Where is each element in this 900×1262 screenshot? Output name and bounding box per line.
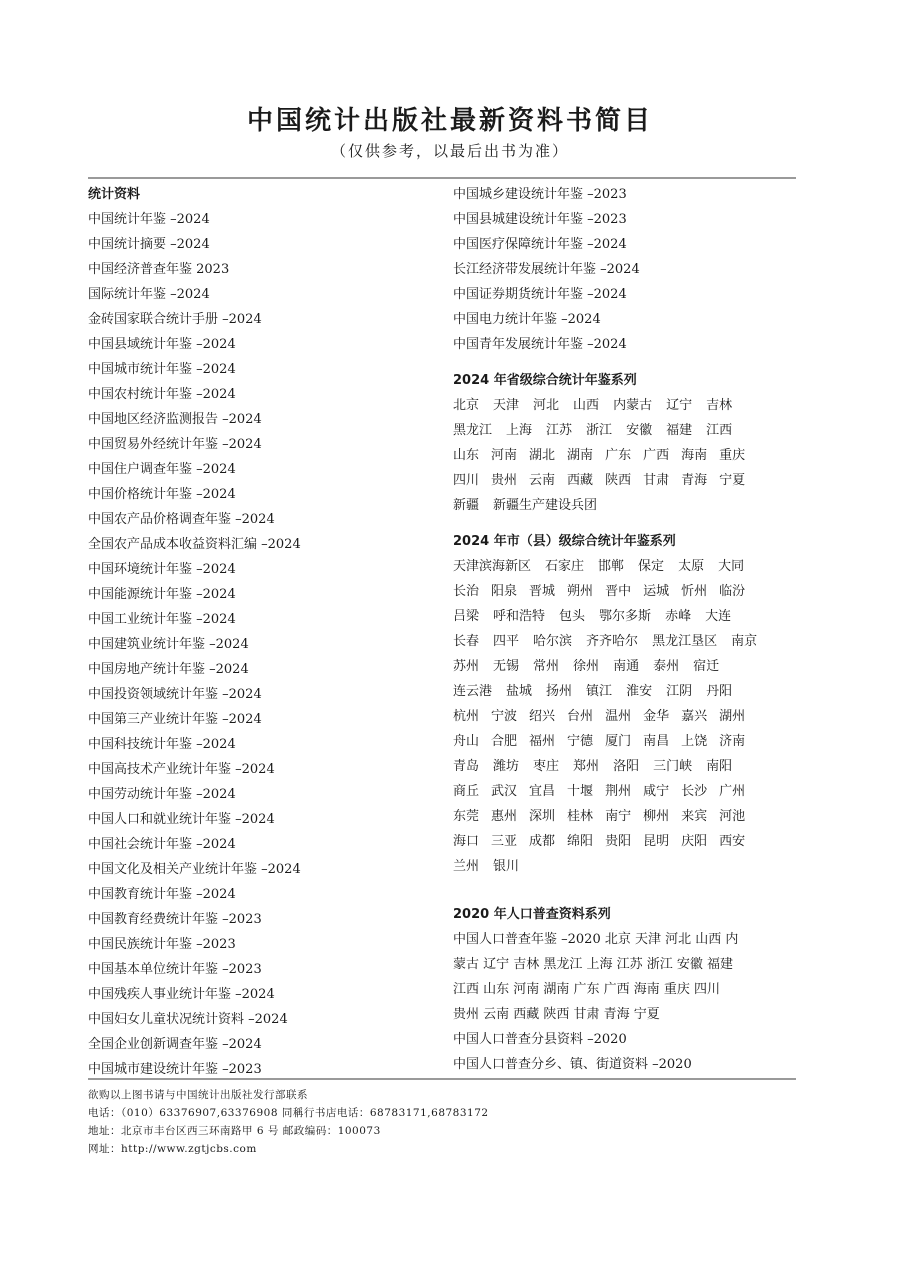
city-entry: 朔州 (567, 584, 594, 599)
statistics-item: 中国房地产统计年鉴 –2024 (88, 662, 249, 677)
statistics-item: 中国社会统计年鉴 –2024 (88, 837, 236, 852)
city-row (453, 754, 798, 779)
city-entry: 南昌 (643, 734, 670, 749)
province-entry: 内蒙古 (613, 398, 653, 413)
city-entry: 西安 (719, 834, 746, 849)
statistics-item: 中国劳动统计年鉴 –2024 (88, 787, 236, 802)
statistics-item: 全国农产品成本收益资料汇编 –2024 (88, 537, 301, 552)
city-row (453, 654, 798, 679)
city-row (453, 604, 798, 629)
census-item: 江西 山东 河南 湖南 广东 广西 海南 重庆 四川 (453, 982, 721, 997)
province-entry: 四川 (453, 473, 480, 488)
right-column (453, 182, 798, 1077)
bottom-divider (88, 1078, 796, 1080)
city-entry: 四平 (493, 634, 520, 649)
statistics-item: 中国科技统计年鉴 –2024 (88, 737, 236, 752)
statistics-item: 中国住户调查年鉴 –2024 (88, 462, 236, 477)
yearbook-item: 中国医疗保障统计年鉴 –2024 (453, 237, 627, 252)
province-entry: 新疆 (453, 498, 480, 513)
statistics-item: 中国农产品价格调查年鉴 –2024 (88, 512, 275, 527)
province-entry: 山西 (573, 398, 600, 413)
city-entry: 嘉兴 (681, 709, 708, 724)
city-entry: 柳州 (643, 809, 670, 824)
city-entry: 来宾 (681, 809, 708, 824)
province-entry: 上海 (506, 423, 533, 438)
statistics-item: 中国能源统计年鉴 –2024 (88, 587, 236, 602)
city-row (453, 804, 798, 829)
section-heading-statistics: 统计资料 (88, 187, 141, 202)
city-entry: 南阳 (706, 759, 733, 774)
city-entry: 绍兴 (529, 709, 556, 724)
city-entry: 徐州 (573, 659, 600, 674)
city-entry: 大同 (718, 559, 745, 574)
city-entry: 丹阳 (706, 684, 733, 699)
city-entry: 庆阳 (681, 834, 708, 849)
city-row (453, 579, 798, 604)
city-entry: 苏州 (453, 659, 480, 674)
yearbook-item: 中国电力统计年鉴 –2024 (453, 312, 601, 327)
city-entry: 桂林 (567, 809, 594, 824)
city-entry: 舟山 (453, 734, 480, 749)
city-entry: 晋中 (605, 584, 632, 599)
city-row (453, 629, 798, 654)
city-entry: 合肥 (491, 734, 518, 749)
section-heading-city: 2024 年市（县）级综合统计年鉴系列 (453, 534, 676, 549)
city-entry: 临汾 (719, 584, 746, 599)
province-entry: 陕西 (605, 473, 632, 488)
province-entry: 辽宁 (666, 398, 693, 413)
census-item: 中国人口普查年鉴 –2020 北京 天津 河北 山西 内 (453, 932, 739, 947)
city-entry: 武汉 (491, 784, 518, 799)
city-entry: 绵阳 (567, 834, 594, 849)
census-item: 中国人口普查分县资料 –2020 (453, 1032, 627, 1047)
city-entry: 商丘 (453, 784, 480, 799)
city-entry: 大连 (705, 609, 732, 624)
section-heading-provincial: 2024 年省级综合统计年鉴系列 (453, 373, 637, 388)
city-entry: 十堰 (567, 784, 594, 799)
statistics-item: 中国建筑业统计年鉴 –2024 (88, 637, 249, 652)
city-entry: 运城 (643, 584, 670, 599)
city-entry: 三亚 (491, 834, 518, 849)
statistics-list (88, 207, 443, 1082)
province-entry: 海南 (681, 448, 708, 463)
city-entry: 南通 (613, 659, 640, 674)
city-row (453, 704, 798, 729)
city-entry: 青岛 (453, 759, 480, 774)
city-entry: 长沙 (681, 784, 708, 799)
city-entry: 成都 (529, 834, 556, 849)
city-entry: 鄂尔多斯 (599, 609, 652, 624)
statistics-item: 中国妇女儿童状况统计资料 –2024 (88, 1012, 288, 1027)
statistics-item: 中国农村统计年鉴 –2024 (88, 387, 236, 402)
yearbook-item: 中国城乡建设统计年鉴 –2023 (453, 187, 627, 202)
city-row (453, 779, 798, 804)
city-entry: 枣庄 (533, 759, 560, 774)
city-entry: 镇江 (586, 684, 613, 699)
province-entry: 河北 (533, 398, 560, 413)
census-item: 贵州 云南 西藏 陕西 甘肃 青海 宁夏 (453, 1007, 660, 1022)
footer-website: 网址：http://www.zgtjcbs.com (88, 1143, 257, 1155)
statistics-item: 国际统计年鉴 –2024 (88, 287, 210, 302)
city-entry: 保定 (638, 559, 665, 574)
statistics-item: 中国统计摘要 –2024 (88, 237, 210, 252)
province-row (453, 443, 798, 468)
footer-phone: 电话：（010）63376907,63376908 同稱行书店电话：68783171,68783172 (88, 1107, 489, 1119)
city-entry: 邯郸 (598, 559, 625, 574)
city-row (453, 729, 798, 754)
statistics-item: 中国经济普查年鉴 2023 (88, 262, 230, 277)
section-heading-census: 2020 年人口普查资料系列 (453, 907, 611, 922)
statistics-item: 中国高技术产业统计年鉴 –2024 (88, 762, 275, 777)
city-entry: 杭州 (453, 709, 480, 724)
city-entry: 宁波 (491, 709, 518, 724)
city-entry: 哈尔滨 (533, 634, 573, 649)
city-entry: 厦门 (605, 734, 632, 749)
yearbook-item: 长江经济带发展统计年鉴 –2024 (453, 262, 640, 277)
top-divider (88, 177, 796, 179)
city-entry: 兰州 (453, 859, 480, 874)
city-entry: 宜昌 (529, 784, 556, 799)
city-entry: 潍坊 (493, 759, 520, 774)
statistics-item: 中国地区经济监测报告 –2024 (88, 412, 262, 427)
province-entry: 甘肃 (643, 473, 670, 488)
city-entry: 晋城 (529, 584, 556, 599)
province-entry: 湖北 (529, 448, 556, 463)
province-entry: 新疆生产建设兵团 (493, 498, 598, 513)
statistics-item: 中国文化及相关产业统计年鉴 –2024 (88, 862, 301, 877)
province-row (453, 493, 798, 518)
city-entry: 常州 (533, 659, 560, 674)
city-entry: 郑州 (573, 759, 600, 774)
city-entry: 深圳 (529, 809, 556, 824)
footer-address: 地址：北京市丰台区西三环南路甲 6 号 邮政编码：100073 (88, 1125, 381, 1137)
city-entry: 东莞 (453, 809, 480, 824)
city-entry: 宿迁 (693, 659, 720, 674)
city-row (453, 854, 798, 879)
statistics-item: 中国环境统计年鉴 –2024 (88, 562, 236, 577)
city-entry: 连云港 (453, 684, 493, 699)
statistics-item: 中国工业统计年鉴 –2024 (88, 612, 236, 627)
city-entry: 淮安 (626, 684, 653, 699)
province-entry: 云南 (529, 473, 556, 488)
city-entry: 长治 (453, 584, 480, 599)
statistics-item: 中国第三产业统计年鉴 –2024 (88, 712, 262, 727)
province-row (453, 468, 798, 493)
city-entry: 温州 (605, 709, 632, 724)
page-subtitle: （仅供参考，以最后出书为准） (330, 142, 569, 160)
city-row (453, 554, 798, 579)
city-entry: 上饶 (681, 734, 708, 749)
statistics-item: 中国统计年鉴 –2024 (88, 212, 210, 227)
statistics-item: 中国基本单位统计年鉴 –2023 (88, 962, 262, 977)
statistics-item: 中国残疾人事业统计年鉴 –2024 (88, 987, 275, 1002)
city-entry: 天津滨海新区 (453, 559, 532, 574)
city-entry: 包头 (559, 609, 586, 624)
province-entry: 湖南 (567, 448, 594, 463)
city-entry: 呼和浩特 (493, 609, 546, 624)
city-entry: 黑龙江垦区 (652, 634, 718, 649)
city-entry: 齐齐哈尔 (586, 634, 639, 649)
province-entry: 重庆 (719, 448, 746, 463)
city-entry: 南宁 (605, 809, 632, 824)
statistics-item: 中国投资领域统计年鉴 –2024 (88, 687, 262, 702)
province-entry: 江苏 (546, 423, 573, 438)
city-entry: 广州 (719, 784, 746, 799)
city-entry: 江阴 (666, 684, 693, 699)
statistics-item: 全国企业创新调查年鉴 –2024 (88, 1037, 262, 1052)
province-entry: 山东 (453, 448, 480, 463)
census-item: 蒙古 辽宁 吉林 黑龙江 上海 江苏 浙江 安徽 福建 (453, 957, 734, 972)
statistics-item: 中国教育统计年鉴 –2024 (88, 887, 236, 902)
statistics-item: 金砖国家联合统计手册 –2024 (88, 312, 262, 327)
province-entry: 广东 (605, 448, 632, 463)
province-entry: 福建 (666, 423, 693, 438)
census-list (453, 927, 798, 1077)
yearbook-item: 中国证券期货统计年鉴 –2024 (453, 287, 627, 302)
city-entry: 金华 (643, 709, 670, 724)
city-entry: 扬州 (546, 684, 573, 699)
province-row (453, 418, 798, 443)
city-row (453, 829, 798, 854)
statistics-item: 中国县域统计年鉴 –2024 (88, 337, 236, 352)
province-entry: 广西 (643, 448, 670, 463)
city-entry: 咸宁 (643, 784, 670, 799)
province-entry: 北京 (453, 398, 480, 413)
yearbook-item: 中国县城建设统计年鉴 –2023 (453, 212, 627, 227)
province-entry: 吉林 (706, 398, 733, 413)
city-entry: 泰州 (653, 659, 680, 674)
statistics-item: 中国城市统计年鉴 –2024 (88, 362, 236, 377)
city-entry: 惠州 (491, 809, 518, 824)
footer-order-note: 欲购以上图书请与中国统计出版社发行部联系 (88, 1089, 308, 1101)
yearbook-list (453, 182, 798, 357)
statistics-item: 中国人口和就业统计年鉴 –2024 (88, 812, 275, 827)
city-entry: 贵阳 (605, 834, 632, 849)
city-entry: 南京 (731, 634, 758, 649)
yearbook-item: 中国青年发展统计年鉴 –2024 (453, 337, 627, 352)
city-entry: 赤峰 (665, 609, 692, 624)
provincial-grid (453, 393, 798, 518)
province-entry: 安徽 (626, 423, 653, 438)
statistics-item: 中国民族统计年鉴 –2023 (88, 937, 236, 952)
province-entry: 河南 (491, 448, 518, 463)
city-entry: 吕梁 (453, 609, 480, 624)
city-entry: 阳泉 (491, 584, 518, 599)
statistics-item: 中国价格统计年鉴 –2024 (88, 487, 236, 502)
province-entry: 贵州 (491, 473, 518, 488)
statistics-item: 中国城市建设统计年鉴 –2023 (88, 1062, 262, 1077)
province-entry: 天津 (493, 398, 520, 413)
city-entry: 宁德 (567, 734, 594, 749)
city-entry: 湖州 (719, 709, 746, 724)
statistics-item: 中国贸易外经统计年鉴 –2024 (88, 437, 262, 452)
city-entry: 昆明 (643, 834, 670, 849)
contact-footer (88, 1086, 796, 1158)
province-entry: 浙江 (586, 423, 613, 438)
city-entry: 海口 (453, 834, 480, 849)
city-entry: 银川 (493, 859, 520, 874)
province-entry: 宁夏 (719, 473, 746, 488)
city-entry: 无锡 (493, 659, 520, 674)
city-row (453, 679, 798, 704)
city-entry: 济南 (719, 734, 746, 749)
province-row (453, 393, 798, 418)
province-entry: 江西 (706, 423, 733, 438)
city-entry: 三门峡 (653, 759, 693, 774)
province-entry: 西藏 (567, 473, 594, 488)
census-item: 中国人口普查分乡、镇、街道资料 –2020 (453, 1057, 692, 1072)
city-entry: 河池 (719, 809, 746, 824)
city-entry: 洛阳 (613, 759, 640, 774)
statistics-item: 中国教育经费统计年鉴 –2023 (88, 912, 262, 927)
city-entry: 台州 (567, 709, 594, 724)
page-title: 中国统计出版社最新资料书简目 (246, 106, 653, 136)
province-entry: 黑龙江 (453, 423, 493, 438)
left-column (88, 182, 443, 1082)
city-entry: 太原 (678, 559, 705, 574)
city-entry: 荆州 (605, 784, 632, 799)
city-entry: 福州 (529, 734, 556, 749)
city-entry: 石家庄 (545, 559, 585, 574)
city-entry: 长春 (453, 634, 480, 649)
province-entry: 青海 (681, 473, 708, 488)
city-entry: 盐城 (506, 684, 533, 699)
city-grid (453, 554, 798, 879)
city-entry: 忻州 (681, 584, 708, 599)
